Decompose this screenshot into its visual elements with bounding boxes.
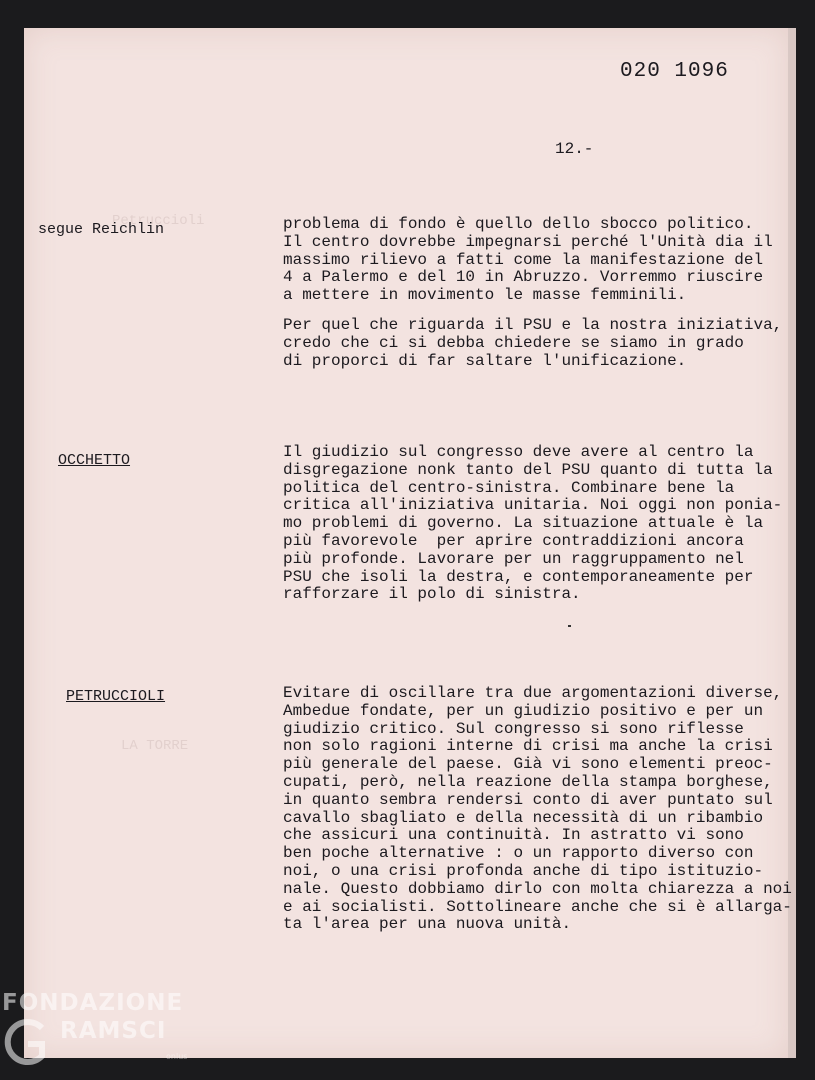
watermark-line: FONDAZIONE (2, 990, 184, 1016)
watermark-line: RAMSCI (60, 1018, 167, 1044)
paragraph: Evitare di oscillare tra due argomentazioni diverse, Ambedue fondate, per un giudizio positivo e per un giudizio critico. Sul congresso si sono riflesse non solo ragioni interne di crisi ma anche la crisi più generale del paese. Già vi sono elementi preoc- cupati, però, nella reazione della stampa borghese, in quanto sembra rendersi conto di aver puntato sul cavallo sbagliato e della necessità di un ribambio che assicuri una continuità. In astratto vi sono ben poche alternative : o un rapporto diverso con noi, o una crisi profonda anche di tipo istituzio- nale. Questo dobbiamo dirlo con molta chiarezza a noi e ai socialisti. Sottolineare anche che si è allarga- ta l'area per una nuova unità. (283, 684, 792, 934)
paragraph: Il giudizio sul congresso deve avere al centro la disgregazione nonk tanto del PSU quanto di tutta la politica del centro-sinistra. Combinare bene la critica all'iniziativa unitaria. Noi oggi non ponia- mo problemi di governo. La situazione attuale è la più favorevole per aprire contraddizioni ancora più profonde. Lavorare per un raggruppamento nel PSU che isoli la destra, e contemporaneamente per rafforzare il polo di sinistra. (283, 443, 783, 604)
watermark (2, 990, 188, 1061)
page-number: 12.- (555, 140, 594, 158)
paragraph: problema di fondo è quello dello sbocco politico. Il centro dovrebbe impegnarsi perché l'Unità dia il massimo rilievo a fatti come la manifestazione del 4 a Palermo e del 10 in Abruzzo. Vorremmo riuscire a mettere in movimento le masse femminili. (283, 215, 773, 305)
speaker-label: PETRUCCIOLI (66, 688, 166, 705)
speaker-label: segue Reichlin (38, 221, 165, 238)
ink-mark (568, 625, 571, 627)
bleed-through-text: Petruccioli (112, 213, 205, 229)
bleed-through-text: LA TORRE (121, 738, 189, 754)
document-number: 020 1096 (620, 60, 729, 83)
speaker-label: OCCHETTO (58, 452, 131, 469)
paragraph: Per quel che riguarda il PSU e la nostra iniziativa, credo che ci si debba chiedere se siamo in grado di proporci di far saltare l'unificazione. (283, 316, 783, 370)
watermark-sub: onlus (166, 1052, 188, 1061)
